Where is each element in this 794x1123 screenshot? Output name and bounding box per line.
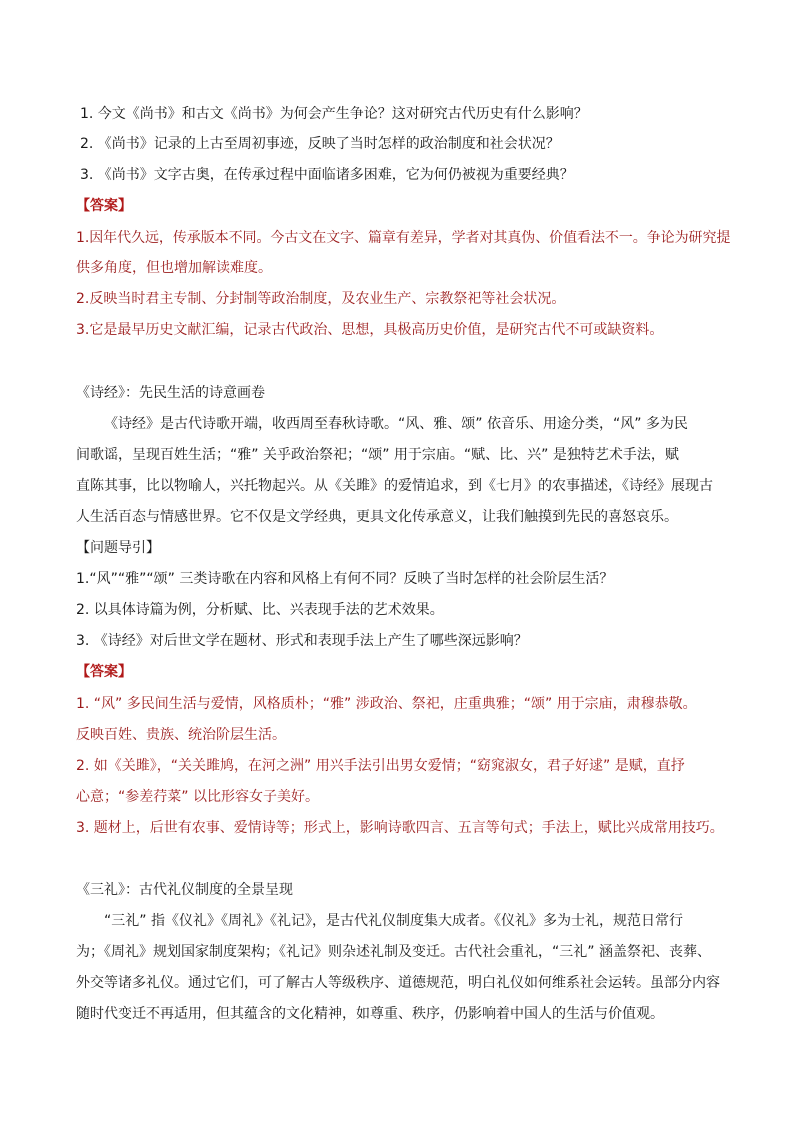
shijing-guide-label: 【问题导引】 [76,540,160,556]
shijing-answer-3: 3. 题材上，后世有农事、爱情诗等；形式上，影响诗歌四言、五言等句式；手法上，赋比兴成常用技巧。 [76,820,724,836]
sanli-paragraph-line-4: 随时代变迁不再适用，但其蕴含的文化精神，如尊重、秩序，仍影响着中国人的生活与价值观。 [76,1006,664,1022]
shijing-answer-2b: 心意；“参差荇菜” 以比形容女子美好。 [76,789,319,805]
shijing-paragraph-line-2: 间歌谣，呈现百姓生活；“雅” 关乎政治祭祀；“颂” 用于宗庙。“赋、比、兴” 是独特艺术手法，赋 [76,447,679,463]
shangshu-answer-2: 2.反映当时君主专制、分封制等政治制度，及农业生产、宗教祭祀等社会状况。 [76,291,566,307]
shijing-answer-1b: 反映百姓、贵族、统治阶层生活。 [76,727,286,743]
shijing-answer-1a: 1. “风” 多民间生活与爱情，风格质朴；“雅” 涉政治、祭祀，庄重典雅；“颂” 用于宗庙，肃穆恭敬。 [76,696,697,712]
sanli-paragraph-line-3: 外交等诸多礼仪。通过它们，可了解古人等级秩序、道德规范，明白礼仪如何维系社会运转。虽部分内容 [76,975,720,991]
sanli-title: 《三礼》：古代礼仪制度的全景呈现 [76,882,293,898]
shijing-title: 《诗经》：先民生活的诗意画卷 [76,385,265,401]
shijing-paragraph-line-3: 直陈其事，比以物喻人，兴托物起兴。从《关雎》的爱情追求，到《七月》的农事描述，《诗经》展现古 [76,478,713,494]
shangshu-answer-3: 3.它是最早历史文献汇编，记录古代政治、思想，具极高历史价值，是研究古代不可或缺资料。 [76,322,664,338]
shijing-question-3: 3. 《诗经》对后世文学在题材、形式和表现手法上产生了哪些深远影响？ [76,633,528,649]
shangshu-answer-1a: 1.因年代久远，传承版本不同。今古文在文字、篇章有差异，学者对其真伪、价值看法不一。争论为研究提 [76,230,731,246]
shijing-answer-label: 【答案】 [76,664,132,680]
shangshu-question-3: 3. 《尚书》文字古奥，在传承过程中面临诸多困难，它为何仍被视为重要经典？ [80,167,574,183]
shangshu-answer-label: 【答案】 [76,198,132,214]
shangshu-answer-1b: 供多角度，但也增加解读难度。 [76,260,272,276]
shangshu-question-1: 1. 今文《尚书》和古文《尚书》为何会产生争论？这对研究古代历史有什么影响？ [80,106,588,122]
shijing-question-1: 1.“风”“雅”“颂” 三类诗歌在内容和风格上有何不同？反映了当时怎样的社会阶层生活？ [76,571,614,587]
shijing-paragraph-line-4: 人生活百态与情感世界。它不仅是文学经典，更具文化传承意义，让我们触摸到先民的喜怒哀乐。 [76,509,678,525]
sanli-paragraph-line-2: 为；《周礼》规划国家制度架构；《礼记》则杂述礼制及变迁。古代社会重礼，“三礼” 涵盖祭祀、丧葬、 [76,944,711,960]
shijing-answer-2a: 2. 如《关雎》，“关关雎鸠，在河之洲” 用兴手法引出男女爱情；“窈窕淑女，君子好逑” 是赋，直抒 [76,758,685,774]
shijing-paragraph-line-1: 《诗经》是古代诗歌开端，收西周至春秋诗歌。“风、雅、颂” 依音乐、用途分类，“风” 多为民 [104,416,688,432]
sanli-paragraph-line-1: “三礼” 指《仪礼》《周礼》《礼记》，是古代礼仪制度集大成者。《仪礼》多为士礼，规范日常行 [104,913,683,929]
shijing-question-2: 2. 以具体诗篇为例，分析赋、比、兴表现手法的艺术效果。 [76,602,444,618]
shangshu-question-2: 2. 《尚书》记录的上古至周初事迹，反映了当时怎样的政治制度和社会状况？ [80,136,560,152]
